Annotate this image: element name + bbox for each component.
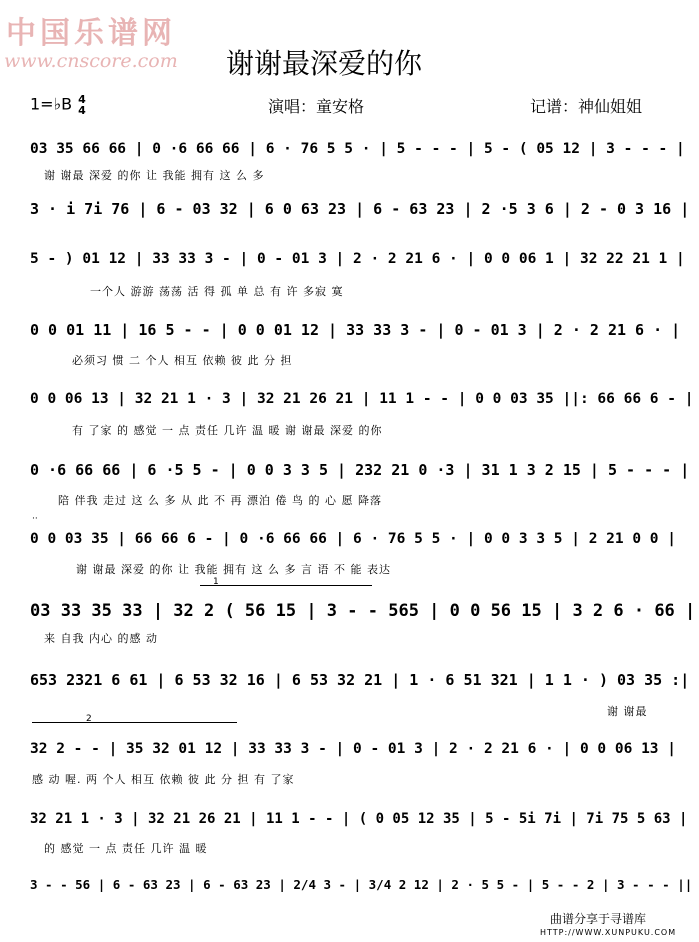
singer-credit: 演唱：童安格 — [268, 97, 365, 116]
time-top: 4 — [78, 93, 86, 106]
volta-2-bracket — [32, 722, 237, 723]
volta-2-number: 2 — [86, 714, 92, 724]
volta-1-number: 1 — [213, 577, 219, 587]
score-row: 0 0 03 35 | 66 66 6 - | 0 ·6 66 66 | 6 · 76 5 5 · | 0 0 3 3 5 | 2 21 0 0 | — [30, 531, 677, 547]
staccato-mark: ·· — [32, 514, 38, 524]
watermark-url: www.cnscore.com — [4, 50, 178, 72]
score-row: 03 33 35 33 | 32 2 ( 56 15 | 3 - - 565 | 0 0 56 15 | 3 2 6 · 66 | — [30, 601, 696, 621]
lyric-line: 一个人 游游 荡荡 活 得 孤 单 总 有 许 多寂 寞 — [90, 285, 344, 298]
lyric-line: 的 感觉 一 点 责任 几许 温 暖 — [44, 842, 208, 855]
key-signature — [30, 94, 86, 116]
score-row: 3 · i 7i 76 | 6 - 03 32 | 6 0 63 23 | 6 - 63 23 | 2 ·5 3 6 | 2 - 0 3 16 | — [30, 200, 690, 218]
transcriber-credit: 记谱：神仙姐姐 — [530, 97, 643, 116]
time-signature — [78, 94, 86, 116]
score-row: 0 0 01 11 | 16 5 - - | 0 0 01 12 | 33 33 3 - | 0 - 01 3 | 2 · 2 21 6 · | — [30, 321, 681, 339]
footer-url: HTTP://WWW.XUNPUKU.COM — [540, 928, 677, 937]
footer-credit: 曲谱分享于寻谱库 — [550, 912, 647, 926]
score-row: 3 - - 56 | 6 - 63 23 | 6 - 63 23 | 2/4 3 - | 3/4 2 12 | 2 · 5 5 - | 5 - - 2 | 3 - - - || — [30, 877, 693, 892]
time-bottom: 4 — [78, 104, 86, 117]
lyric-line: 来 自我 内心 的感 动 — [44, 632, 158, 645]
score-row: 32 21 1 · 3 | 32 21 26 21 | 11 1 - - | ( 0 05 12 35 | 5 - 5i 7i | 7i 75 5 63 | — [30, 811, 688, 827]
key-label: 1=♭B — [30, 94, 73, 114]
score-row: 5 - ) 01 12 | 33 33 3 - | 0 - 01 3 | 2 · 2 21 6 · | 0 0 06 1 | 32 22 21 1 | — [30, 251, 685, 267]
score-row: 653 2321 6 61 | 6 53 32 16 | 6 53 32 21 | 1 · 6 51 321 | 1 1 · ) 03 35 :| — [30, 671, 690, 689]
lyric-line: 谢 谢最 — [607, 705, 648, 718]
lyric-line: 有 了家 的 感觉 一 点 责任 几许 温 暖 谢 谢最 深爱 的你 — [72, 424, 383, 437]
song-title: 谢谢最深爱的你 — [226, 47, 423, 80]
score-row: 0 ·6 66 66 | 6 ·5 5 - | 0 0 3 3 5 | 232 21 0 ·3 | 31 1 3 2 15 | 5 - - - | — [30, 461, 690, 479]
score-row: 03 35 66 66 | 0 ·6 66 66 | 6 · 76 5 5 · | 5 - - - | 5 - ( 05 12 | 3 - - - | — [30, 141, 685, 157]
lyric-line: 陪 伴我 走过 这 么 多 从 此 不 再 漂泊 倦 鸟 的 心 愿 降落 — [58, 494, 382, 507]
lyric-line: 必须习 惯 二 个人 相互 依赖 彼 此 分 担 — [72, 354, 293, 367]
lyric-line: 谢 谢最 深爱 的你 让 我能 拥有 这 么 多 — [44, 169, 265, 182]
lyric-line: 谢 谢最 深爱 的你 让 我能 拥有 这 么 多 言 语 不 能 表达 — [76, 563, 391, 576]
score-row: 32 2 - - | 35 32 01 12 | 33 33 3 - | 0 - 01 3 | 2 · 2 21 6 · | 0 0 06 13 | — [30, 741, 677, 757]
watermark-logo: 中国乐谱网 — [6, 16, 176, 51]
lyric-line: 感 动 喔. 两 个人 相互 依赖 彼 此 分 担 有 了家 — [32, 773, 295, 786]
volta-1-bracket — [200, 585, 372, 586]
score-row: 0 0 06 13 | 32 21 1 · 3 | 32 21 26 21 | 11 1 - - | 0 0 03 35 ||: 66 66 6 - | — [30, 391, 694, 407]
